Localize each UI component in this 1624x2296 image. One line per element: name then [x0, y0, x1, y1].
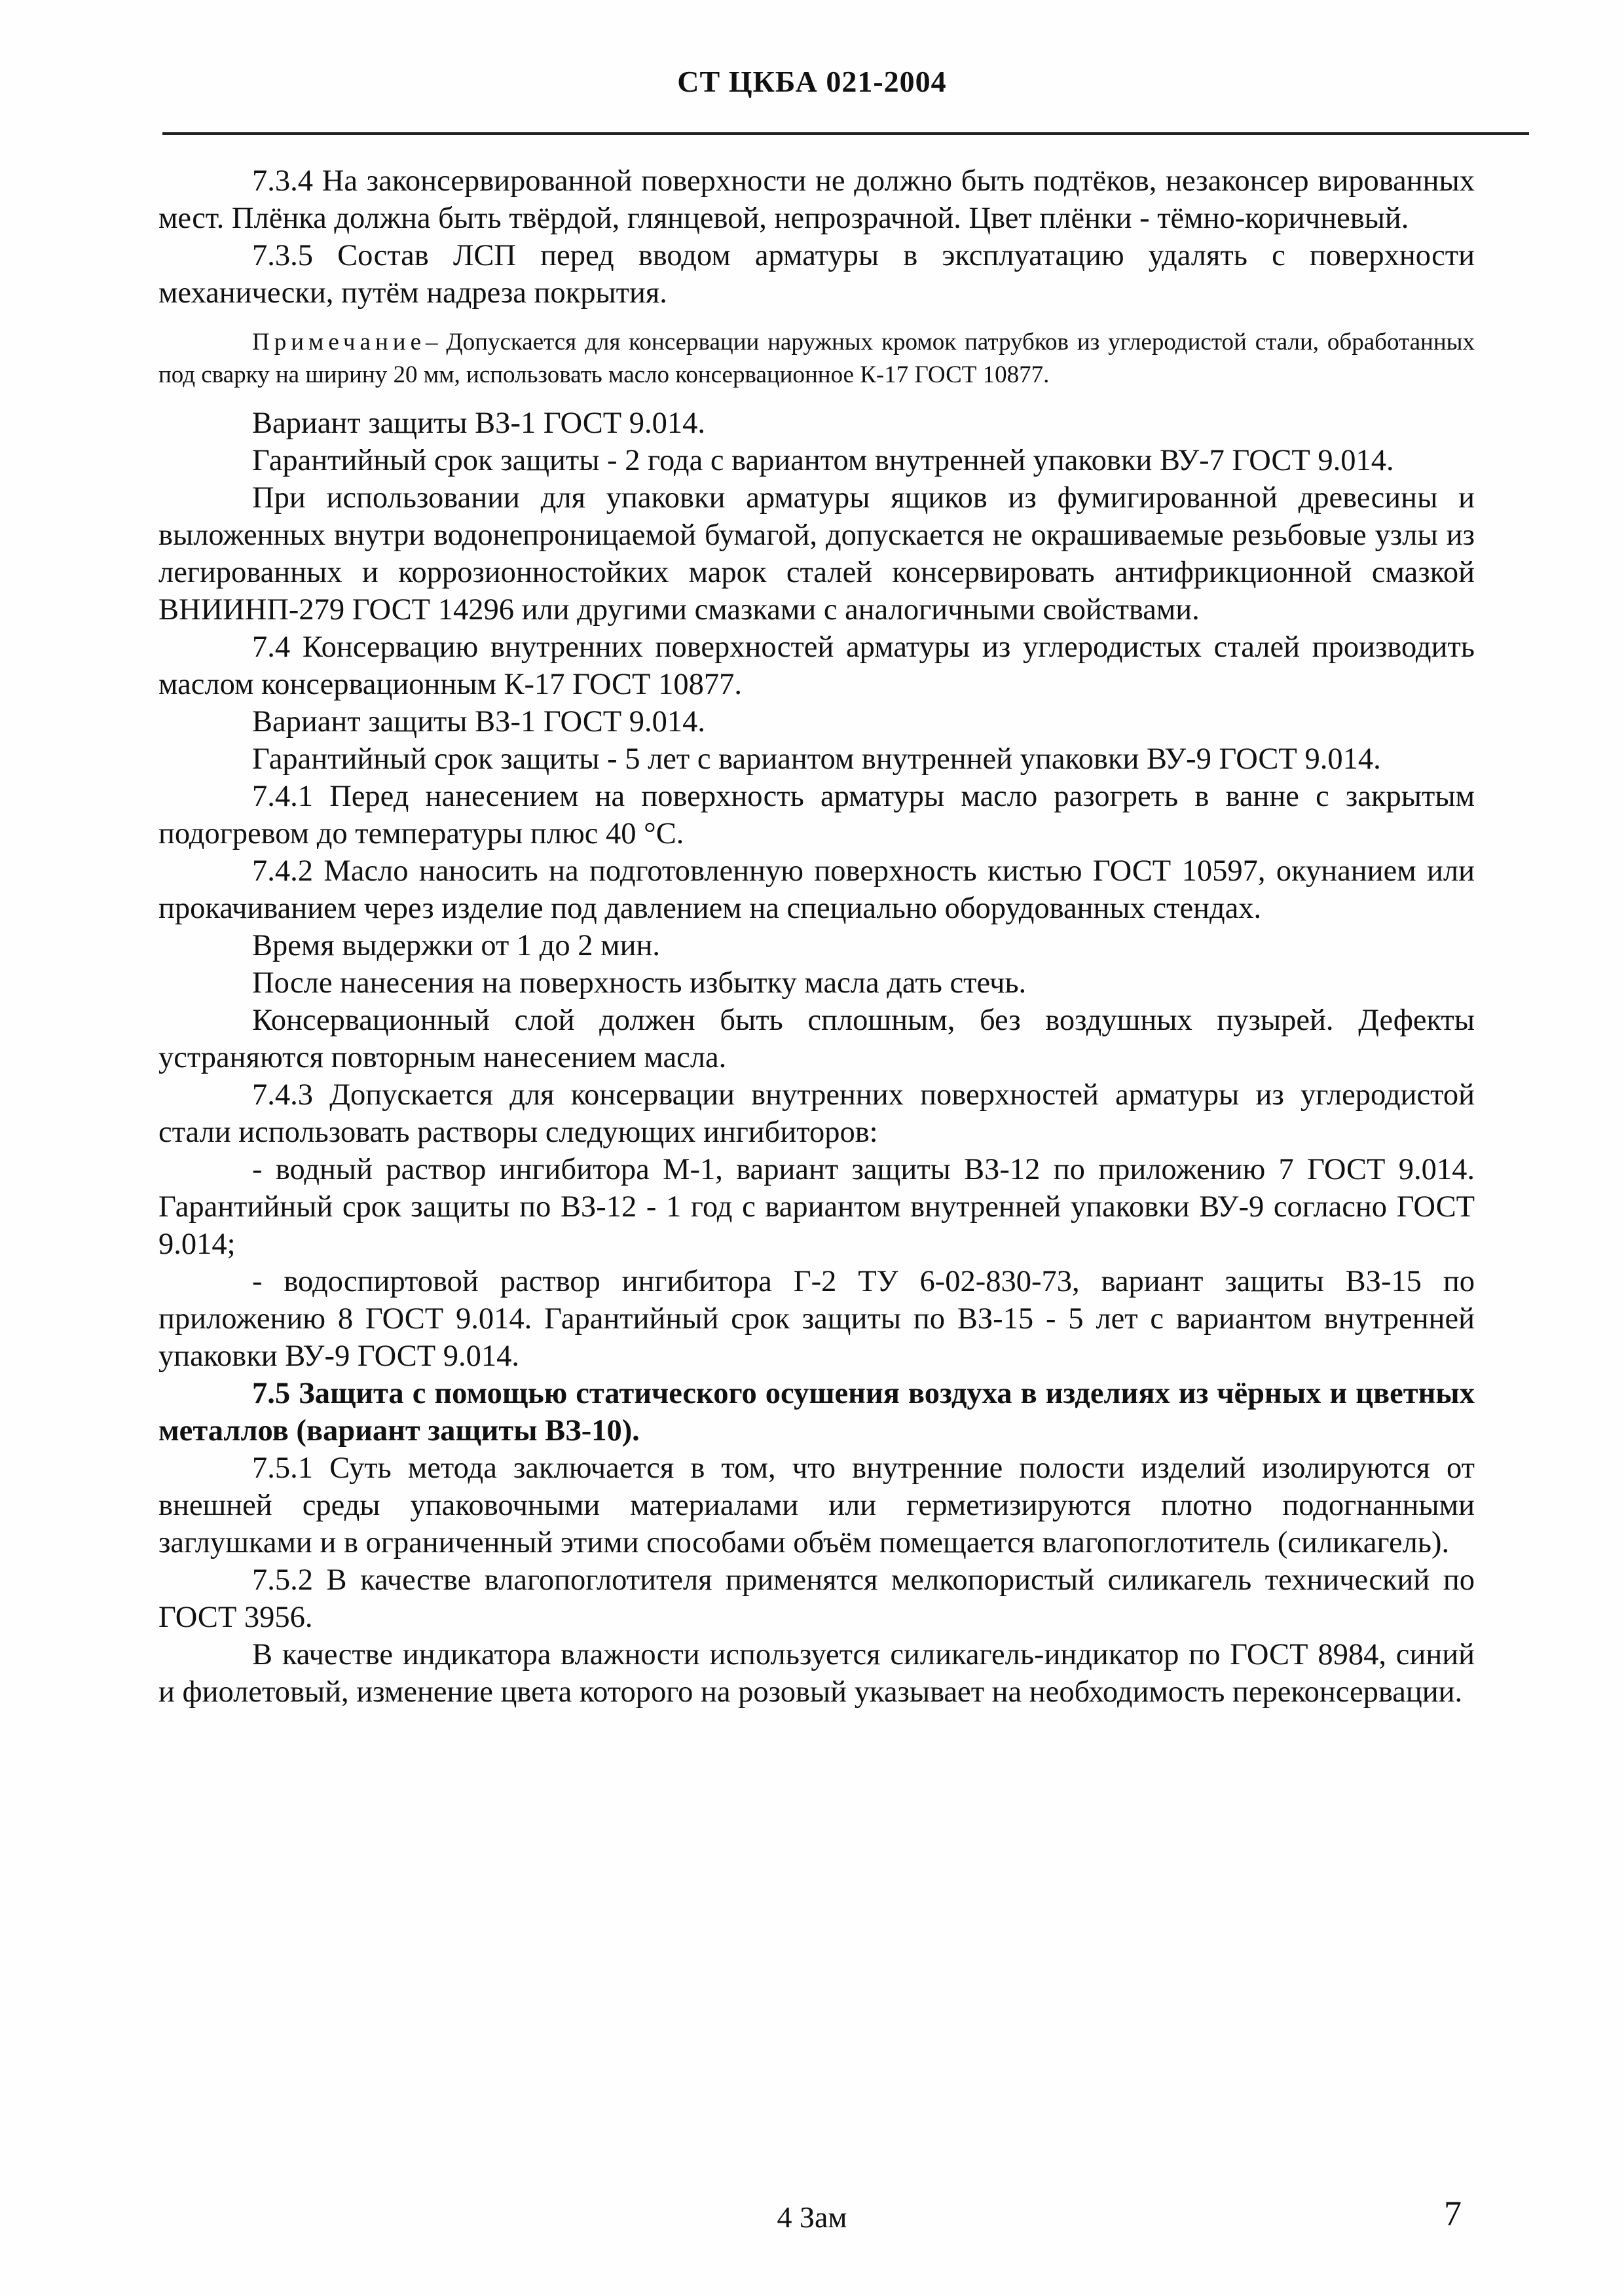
- change-note: 4 Зам: [777, 2200, 847, 2234]
- header-divider: [162, 132, 1529, 135]
- document-body: [158, 162, 1475, 1711]
- section-heading-7-5: 7.5 Защита с помощью статического осушения воздуха в изделиях из чёрных и цветных металлов (вариант защиты ВЗ-10).: [158, 1377, 1475, 1448]
- paragraph-7-3-5: 7.3.5 Состав ЛСП перед вводом арматуры в эксплуатацию удалять с поверхности механически, путём надреза покрытия.: [158, 239, 1475, 310]
- paragraph-7-5-2: 7.5.2 В качестве влагопоглотителя применятся мелкопористый силикагель технический по ГОСТ 3956.: [158, 1563, 1475, 1634]
- paragraph-7-4-1: 7.4.1 Перед нанесением на поверхность арматуры масло разогреть в ванне с закрытым подогревом до температуры плюс 40 °С.: [158, 780, 1475, 850]
- paragraph-inhibitor-g2: - водоспиртовой раствор ингибитора Г-2 ТУ 6-02-830-73, вариант защиты ВЗ-15 по приложению 8 ГОСТ 9.014. Гарантийный срок защиты по ВЗ-15 - 5 лет с вариантом внутренней упаковки ВУ-9 ГОСТ 9.014.: [158, 1265, 1475, 1373]
- paragraph-protection-variant-2: Вариант защиты ВЗ-1 ГОСТ 9.014.: [252, 705, 705, 738]
- paragraph-protection-variant: Вариант защиты ВЗ-1 ГОСТ 9.014.: [252, 407, 705, 440]
- paragraph-hold-time: Время выдержки от 1 до 2 мин.: [252, 929, 661, 962]
- paragraph-7-4: 7.4 Консервацию внутренних поверхностей арматуры из углеродистых сталей производить маслом консервационным К-17 ГОСТ 10877.: [158, 630, 1475, 701]
- paragraph-humidity-indicator: В качестве индикатора влажности используется силикагель-индикатор по ГОСТ 8984, синий и фиолетовый, изменение цвета которого на розовый указывает на необходимость переконсервации.: [158, 1638, 1475, 1709]
- paragraph-warranty: Гарантийный срок защиты - 2 года с вариантом внутренней упаковки ВУ-7 ГОСТ 9.014.: [252, 444, 1394, 477]
- page-number: 7: [1444, 2194, 1462, 2233]
- document-code-header: СТ ЦКБА 021-2004: [677, 65, 947, 98]
- paragraph-7-4-3: 7.4.3 Допускается для консервации внутренних поверхностей арматуры из углеродистой стали использовать растворы следующих ингибиторов:: [158, 1078, 1475, 1149]
- paragraph-warranty-2: Гарантийный срок защиты - 5 лет с вариантом внутренней упаковки ВУ-9 ГОСТ 9.014.: [252, 742, 1381, 776]
- paragraph-7-3-4: 7.3.4 На законсервированной поверхности не должно быть подтёков, незаконсер вированных мест. Плёнка должна быть твёрдой, глянцевой, непрозрачной. Цвет плёнки - тёмно-коричневый.: [158, 164, 1475, 235]
- paragraph-inhibitor-m1: - водный раствор ингибитора М-1, вариант защиты ВЗ-12 по приложению 7 ГОСТ 9.014. Гарантийный срок защиты по ВЗ-12 - 1 год с вариантом внутренней упаковки ВУ-9 согласно ГОСТ 9.014;: [158, 1153, 1475, 1261]
- paragraph-7-4-2: 7.4.2 Масло наносить на подготовленную поверхность кистью ГОСТ 10597, окунанием или прокачиванием через изделие под давлением на специально оборудованных стендах.: [158, 854, 1475, 925]
- note-text: – Допускается для консервации наружных кромок патрубков из углеродистой стали, обработанных под сварку на ширину 20 мм, использовать масло консервационное К-17 ГОСТ 10877.: [158, 329, 1475, 388]
- paragraph-drain: После нанесения на поверхность избытку масла дать стечь.: [252, 966, 1027, 1000]
- paragraph-layer: Консервационный слой должен быть сплошным, без воздушных пузырей. Дефекты устраняются повторным нанесением масла.: [158, 1004, 1475, 1074]
- paragraph-7-5-1: 7.5.1 Суть метода заключается в том, что внутренние полости изделий изолируются от внешней среды упаковочными материалами или герметизируются плотно подогнанными заглушками и в ограниченный этими способами объём помещается влагопоглотитель (силикагель).: [158, 1451, 1475, 1559]
- note-label: Примечание: [252, 329, 426, 355]
- paragraph-packaging: При использовании для упаковки арматуры ящиков из фумигированной древесины и выложенных внутри водонепроницаемой бумагой, допускается не окрашиваемые резьбовые узлы из легированных и коррозионностойких марок сталей консервировать антифрикционной смазкой ВНИИНП-279 ГОСТ 14296 или другими смазками с аналогичными свойствами.: [158, 481, 1475, 627]
- note-block: [158, 326, 1475, 392]
